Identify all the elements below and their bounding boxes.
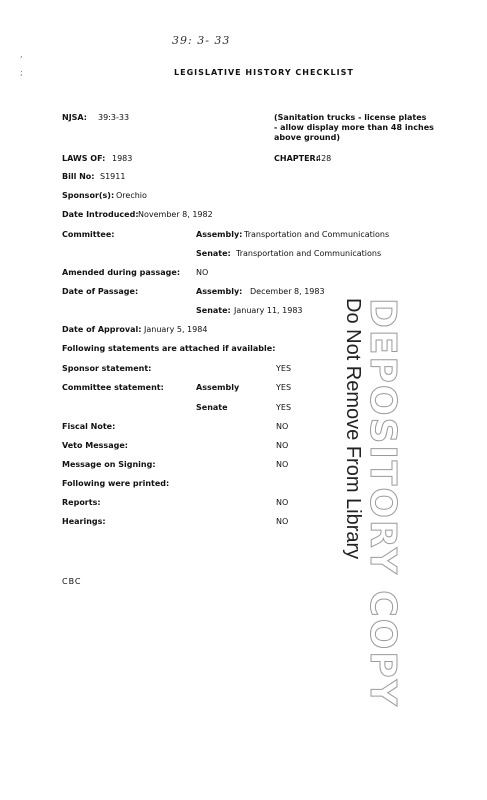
njsa-value: 39:3-33	[98, 113, 130, 122]
veto-message-label: Veto Message:	[62, 441, 128, 450]
margin-mark: ,	[20, 50, 23, 59]
message-on-signing-label: Message on Signing:	[62, 460, 156, 469]
chapter-label: CHAPTER:	[274, 154, 319, 163]
reports-value: NO	[276, 498, 289, 507]
amended-label: Amended during passage:	[62, 268, 181, 277]
amended-value: NO	[196, 268, 209, 277]
committee-senate-label: Senate:	[196, 249, 231, 258]
date-introduced-value: November 8, 1982	[138, 210, 213, 219]
committee-assembly-value: Transportation and Communications	[244, 230, 390, 239]
sponsor-statement-value: YES	[276, 364, 292, 373]
fiscal-note-label: Fiscal Note:	[62, 422, 116, 431]
message-on-signing-value: NO	[276, 460, 289, 469]
passage-senate-label: Senate:	[196, 306, 231, 315]
chapter-value: 428	[316, 154, 332, 163]
njsa-label: NJSA:	[62, 113, 87, 122]
passage-assembly-value: December 8, 1983	[250, 287, 325, 296]
handwritten-reference: 39: 3- 33	[172, 34, 231, 47]
committee-label: Committee:	[62, 230, 115, 239]
committee-statement-senate-value: YES	[276, 403, 292, 412]
fiscal-note-value: NO	[276, 422, 289, 431]
page-title: LEGISLATIVE HISTORY CHECKLIST	[174, 68, 354, 77]
veto-message-value: NO	[276, 441, 289, 450]
footer-initials: CBC	[62, 577, 82, 586]
committee-statement-senate-label: Senate	[196, 403, 228, 412]
margin-mark: ;	[20, 68, 23, 77]
sponsor-statement-label: Sponsor statement:	[62, 364, 152, 373]
do-not-remove-text: Do Not Remove From Library	[342, 298, 364, 560]
committee-assembly-label: Assembly:	[196, 230, 243, 239]
bill-label: Bill No:	[62, 172, 95, 181]
bill-value: S1911	[100, 172, 126, 181]
hearings-value: NO	[276, 517, 289, 526]
committee-statement-assembly-label: Assembly	[196, 383, 240, 392]
sponsor-label: Sponsor(s):	[62, 191, 115, 200]
sponsor-value: Orechio	[116, 191, 147, 200]
depository-copy-text: DEPOSITORY COPY	[362, 298, 403, 708]
passage-senate-value: January 11, 1983	[234, 306, 303, 315]
hearings-label: Hearings:	[62, 517, 106, 526]
printed-heading: Following were printed:	[62, 479, 170, 488]
description-line-3: above ground)	[274, 133, 340, 142]
statements-heading: Following statements are attached if available:	[62, 344, 276, 353]
description-line-2: - allow display more than 48 inches	[274, 123, 434, 132]
date-of-approval-value: January 5, 1984	[144, 325, 208, 334]
date-introduced-label: Date Introduced:	[62, 210, 139, 219]
reports-label: Reports:	[62, 498, 101, 507]
date-of-passage-label: Date of Passage:	[62, 287, 139, 296]
committee-statement-assembly-value: YES	[276, 383, 292, 392]
laws-of-value: 1983	[112, 154, 133, 163]
committee-statement-label: Committee statement:	[62, 383, 164, 392]
description-line-1: (Sanitation trucks - license plates	[274, 113, 427, 122]
laws-of-label: LAWS OF:	[62, 154, 106, 163]
committee-senate-value: Transportation and Communications	[236, 249, 382, 258]
date-of-approval-label: Date of Approval:	[62, 325, 142, 334]
passage-assembly-label: Assembly:	[196, 287, 243, 296]
